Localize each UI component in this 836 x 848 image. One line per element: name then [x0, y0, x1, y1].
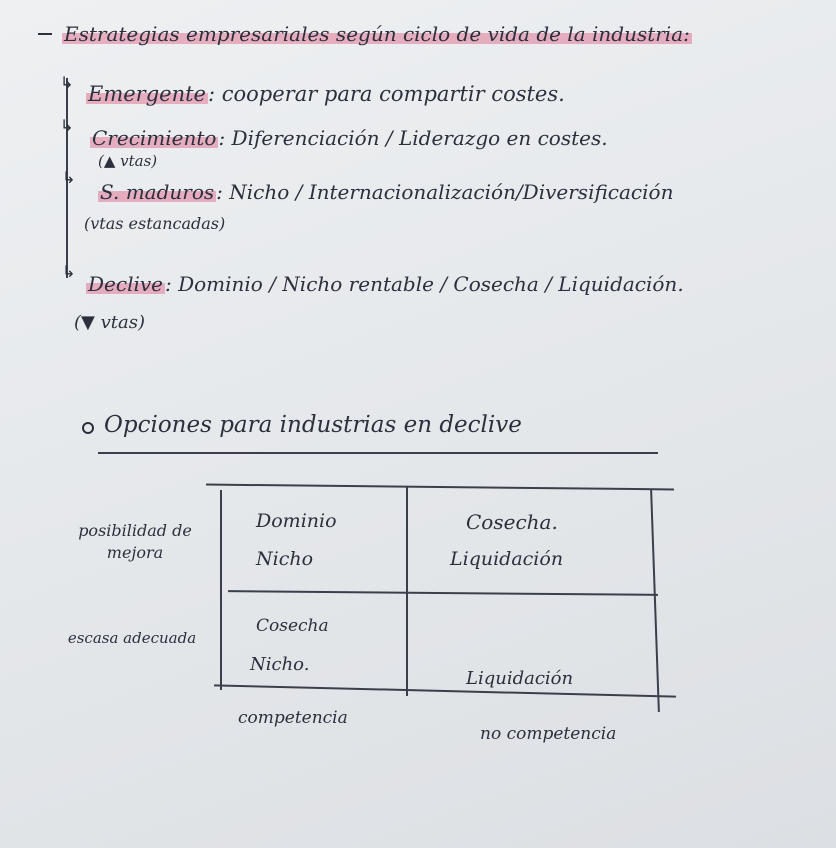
- stage-maduros: S. maduros : Nicho / Internacionalización/Diversificación: [100, 180, 674, 204]
- cell-liquidacion-2: Liquidación: [466, 668, 574, 689]
- page-title: Estrategias empresariales según ciclo de vida de la industria:: [64, 22, 690, 46]
- stage-emergente: Emergente: cooperar para compartir costes.: [88, 82, 565, 106]
- arrow-icon: ↳: [60, 73, 74, 92]
- stage-declive: Declive : Dominio / Nicho rentable / Cosecha / Liquidación.: [88, 272, 684, 296]
- stage-crecimiento-note: (▲ vtas): [98, 152, 158, 170]
- cell-cosecha-2: Cosecha: [256, 616, 329, 636]
- section-underline: [98, 452, 658, 454]
- title-dash: [38, 33, 52, 35]
- col-label-no-competencia: no competencia: [480, 724, 617, 744]
- matrix-left-line: [220, 490, 222, 690]
- arrow-icon: ↳: [60, 116, 74, 135]
- cell-dominio: Dominio: [256, 510, 337, 532]
- matrix-right-line: [650, 490, 660, 712]
- stage-declive-note: (▼ vtas): [74, 312, 145, 333]
- arrow-icon: ↳: [62, 262, 76, 281]
- cell-liquidacion: Liquidación: [450, 548, 564, 570]
- col-label-competencia: competencia: [238, 708, 348, 728]
- cell-cosecha: Cosecha.: [466, 510, 558, 534]
- arrow-icon: ↳: [62, 168, 76, 187]
- row-label-escasa: escasa adecuada: [67, 629, 197, 647]
- cell-nicho: Nicho: [256, 548, 314, 570]
- row-label-posibilidad: posibilidad de mejora: [78, 521, 192, 562]
- stage-maduros-note: (vtas estancadas): [84, 214, 226, 233]
- matrix-bottom-line: [214, 684, 676, 697]
- matrix-top-line: [206, 484, 674, 491]
- stage-crecimiento: Crecimiento : Diferenciación / Liderazgo en costes.: [92, 126, 608, 150]
- matrix-middle-line: [406, 486, 408, 696]
- bullet-icon: [82, 422, 94, 434]
- cell-nicho-2: Nicho.: [250, 654, 310, 675]
- section-title: Opciones para industrias en declive: [104, 412, 522, 438]
- matrix-mid-line: [228, 590, 658, 596]
